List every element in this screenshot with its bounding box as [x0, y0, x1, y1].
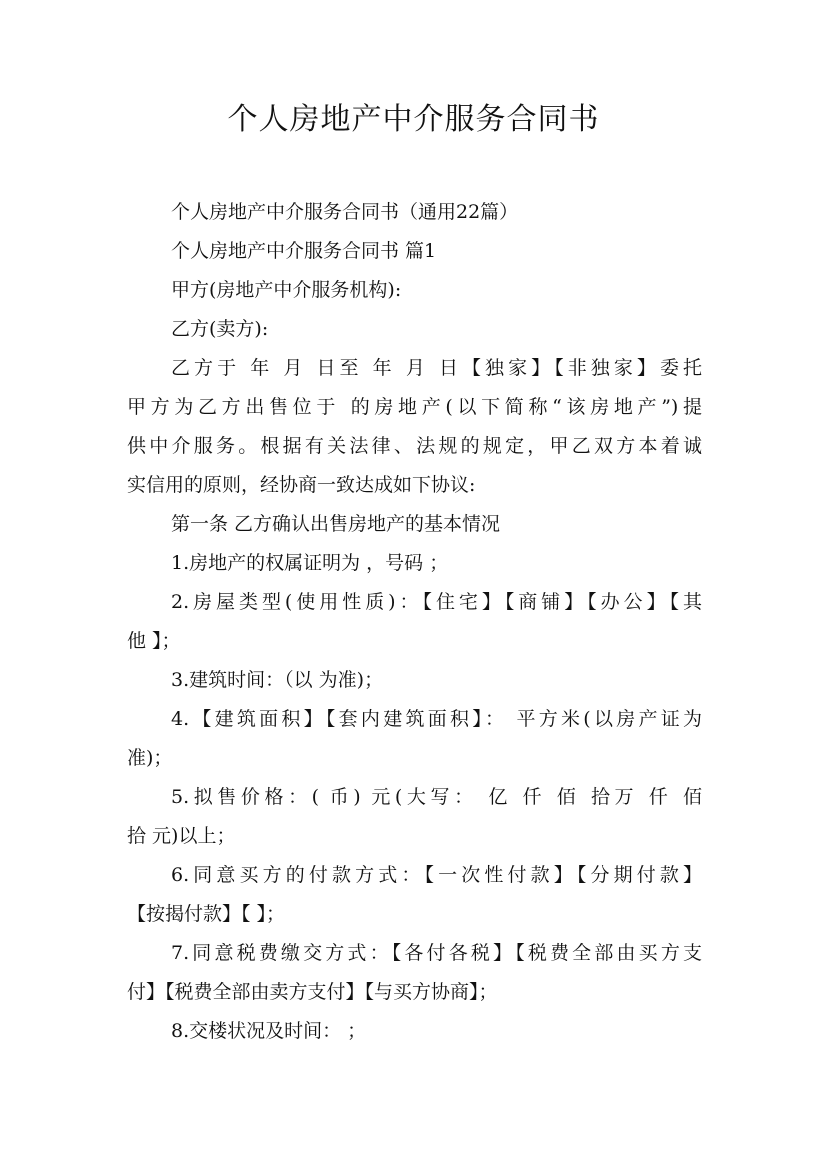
- clause-item-continued: 拾 元)以上；: [127, 825, 236, 847]
- clause-item: 3.建筑时间：（以 为准)；: [171, 669, 384, 691]
- clause-item: 2.房屋类型(使用性质)：【住宅】【商铺】【办公】【其: [171, 591, 702, 613]
- party-a-line: 甲方(房地产中介服务机构):: [171, 279, 402, 301]
- paragraph-line: 乙方于 年 月 日至 年 月 日【独家】【非独家】委托: [171, 357, 702, 379]
- paragraph-line: 甲方为乙方出售位于 的房地产(以下简称“该房地产”)提: [127, 396, 702, 418]
- clause-item-continued: 他 】；: [127, 630, 181, 652]
- clause-item-continued: 付】【税费全部由卖方支付】【与买方协商】；: [127, 981, 498, 1003]
- article-heading: 第一条 乙方确认出售房地产的基本情况: [171, 513, 501, 535]
- section-heading: 个人房地产中介服务合同书 篇1: [171, 240, 437, 262]
- clause-item: 5.拟售价格：( 币) 元(大写： 亿 仟 佰 拾万 仟 佰: [171, 786, 702, 808]
- clause-item: 1.房地产的权属证明为 ，号码 ；: [171, 552, 449, 574]
- clause-item: 7.同意税费缴交方式：【各付各税】【税费全部由买方支: [171, 942, 702, 964]
- clause-item-continued: 准)；: [127, 747, 173, 769]
- paragraph-line: 供中介服务。根据有关法律、法规的规定，甲乙双方本着诚: [127, 435, 702, 457]
- clause-item: 4.【建筑面积】【套内建筑面积】： 平方米(以房产证为: [171, 708, 702, 730]
- document-title: 个人房地产中介服务合同书: [227, 102, 600, 137]
- subtitle-line: 个人房地产中介服务合同书（通用22篇）: [171, 201, 519, 223]
- clause-item: 8.交楼状况及时间： ；: [171, 1020, 367, 1042]
- party-b-line: 乙方(卖方):: [171, 318, 269, 340]
- clause-item-continued: 【按揭付款】【 】；: [127, 903, 286, 925]
- clause-item: 6.同意买方的付款方式：【一次性付款】【分期付款】: [171, 864, 702, 886]
- paragraph-line: 实信用的原则，经协商一致达成如下协议:: [127, 474, 476, 496]
